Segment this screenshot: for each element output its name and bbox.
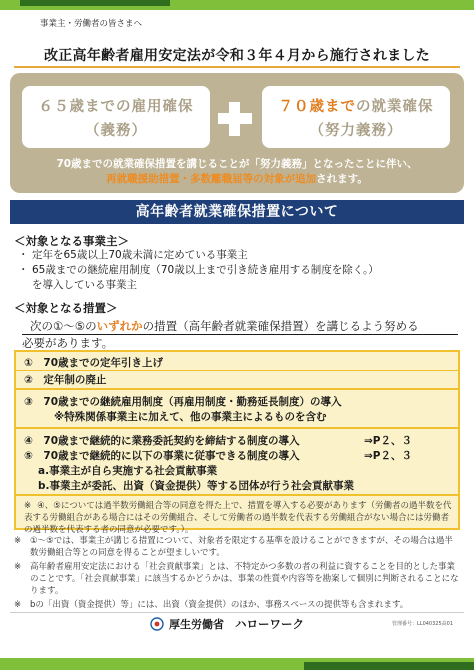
measure-item-5b: b.事業主が委託、出資（資金提供）等する団体が行う社会貢献事業 — [38, 480, 355, 492]
footnote — [14, 561, 460, 597]
note-mark: ※ — [24, 501, 32, 511]
bottom-color-bar-accent — [304, 662, 474, 670]
footnotes — [14, 535, 460, 613]
intro-text-b: の措置（高年齢者就業確保措置）を講じるよう努める — [142, 319, 419, 333]
measure-item-3: ③ 70歳までの継続雇用制度（再雇用制度・勤務延長制度）の導入 — [24, 396, 342, 408]
list-item: ・ 65歳までの継続雇用制度（70歳以上まで引き続き雇用する制度を除く。） — [22, 263, 462, 278]
summary-note-rest: されます。 — [316, 173, 368, 185]
list-item-continuation: を導入している事業主 — [32, 279, 137, 291]
target-measures-heading: ＜対象となる措置＞ — [14, 301, 118, 315]
measures-intro-line1 — [22, 318, 462, 335]
footnote-mark: ※ — [14, 600, 22, 610]
divider — [16, 370, 458, 371]
measures-intro — [22, 318, 462, 352]
box2-title — [262, 95, 450, 116]
section-title: 高年齢者就業確保措置について — [10, 200, 464, 224]
footnote-text: ①～⑤では、事業主が講じる措置について、対象者を限定する基準を設けることができますが、その場合は過半数労働組合等との同意を得ることが望ましいです。 — [30, 536, 453, 558]
audience-label: 事業主・労働者の皆さまへ — [40, 19, 143, 29]
footnote-text: bの「出資（資金提供）等」には、出資（資金提供）のほか、事務スペースの提供等も含まれます。 — [30, 600, 409, 610]
measures-box — [14, 350, 460, 535]
target-employer-list — [22, 248, 462, 293]
summary-note-line1: 70歳までの就業確保措置を講じることが「努力義務」となったことに伴い、 — [56, 158, 418, 170]
hellowork-name: ハローワーク — [235, 617, 304, 631]
divider — [16, 388, 458, 390]
divider — [16, 494, 458, 496]
employment-box-70 — [262, 86, 450, 148]
box2-title-rest: の就業確保 — [356, 99, 434, 115]
summary-note-highlight: 再就職援助措置・多数離職届等の対象が追加 — [106, 173, 317, 185]
measure-item-1: ① 70歳までの定年引き上げ — [24, 357, 164, 369]
measure-item-4-ref: ⇒P２、３ — [364, 435, 412, 447]
measure-item-5-ref: ⇒P２、３ — [364, 450, 412, 462]
employment-box-65 — [22, 86, 210, 148]
footnote-mark: ※ — [14, 536, 22, 546]
ministry-name: 厚生労働省 — [169, 618, 224, 631]
plus-icon — [212, 96, 258, 142]
footnote — [14, 535, 460, 559]
footer-logo — [150, 614, 350, 634]
management-number: 管理番号：LL040325高01 — [392, 621, 454, 627]
note-text: ④、⑤については過半数労働組合等の同意を得た上で、措置を導入する必要があります（労働者の過半数を代表する労働組合がある場合にはその労働組合、そして労働者の過半数を代表する労働組合がない場合には労働者の過半数を代表する者の同意が必要です。）。 — [24, 501, 452, 535]
footnote-text: 高年齢者雇用安定法における「社会貢献事業」とは、不特定かつ多数の者の利益に資することを目的とした事業のことです。「社会貢献事業」に該当するかどうかは、事業の性質や内容等を勘案して個別に判断されることになります。 — [30, 562, 459, 596]
intro-highlight: いずれか — [96, 319, 143, 333]
page-title: 改正高年齢者雇用安定法が令和３年４月から施行されました — [43, 48, 431, 64]
measure-item-5a: a.事業主が自ら実施する社会貢献事業 — [38, 465, 218, 477]
list-item: ・ 定年を65歳以上70歳未満に定めている事業主 — [22, 248, 462, 263]
footnote — [14, 599, 460, 611]
measure-item-5: ⑤ 70歳まで継続的に以下の事業に従事できる制度の導入 — [24, 450, 300, 462]
box2-title-highlight: ７０歳まで — [278, 99, 356, 115]
measure-item-4: ④ 70歳まで継続的に業務委託契約を締結する制度の導入 — [24, 435, 300, 447]
intro-underline — [22, 334, 458, 335]
box1-title: ６５歳までの雇用確保 — [38, 99, 194, 115]
footnote-mark: ※ — [14, 562, 22, 572]
box1-subtitle: （義務） — [85, 123, 147, 139]
measures-intro-line2: 必要があります。 — [22, 336, 114, 350]
target-employer-heading: ＜対象となる事業主＞ — [14, 234, 129, 248]
summary-note-line2 — [12, 171, 462, 186]
box2-subtitle: （努力義務） — [309, 123, 403, 139]
footer-divider — [10, 612, 464, 613]
intro-text-a: 次の①～⑤の — [30, 319, 97, 333]
measure-item-3-note: ※特殊関係事業主に加えて、他の事業主によるものを含む — [54, 411, 327, 423]
measure-item-2: ② 定年制の廃止 — [24, 374, 107, 386]
divider — [16, 427, 458, 429]
top-color-bar-accent — [20, 0, 170, 6]
mhlw-logo-icon — [150, 617, 164, 631]
title-underline — [14, 66, 460, 68]
measures-note — [24, 500, 454, 536]
